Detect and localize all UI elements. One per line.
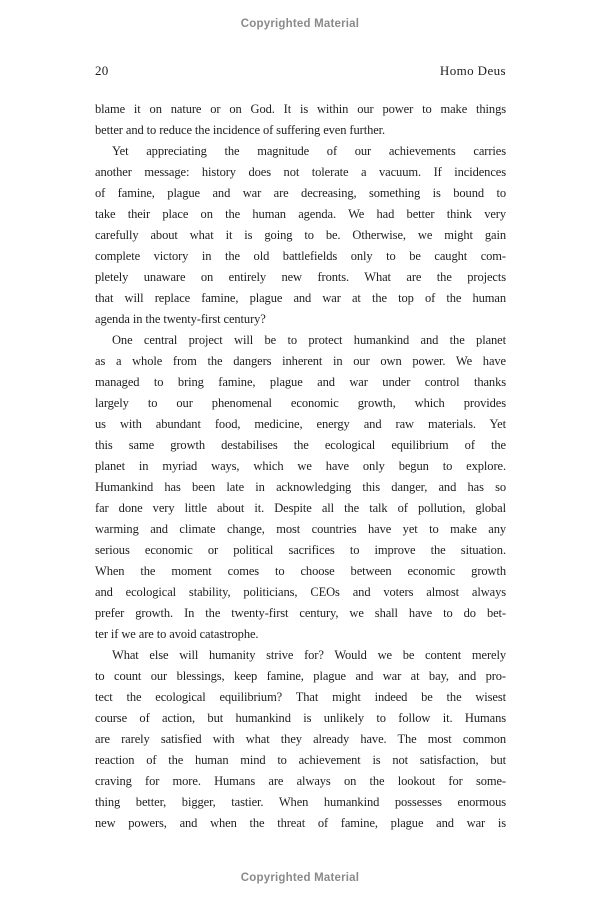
text-line: What else will humanity strive for? Would we be content merely [112, 648, 506, 662]
text-line: warming and climate change, most countries have yet to make any [95, 522, 506, 536]
text-line: ter if we are to avoid catastrophe. [95, 627, 259, 641]
paragraph [95, 99, 506, 141]
paragraph [95, 141, 506, 330]
text-line: When the moment comes to choose between economic growth [95, 564, 506, 578]
text-line: of famine, plague and war are decreasing, something is bound to [95, 186, 506, 200]
page-number: 20 [95, 63, 109, 78]
text-line: planet in myriad ways, which we have only begun to explore. [95, 459, 506, 473]
text-line: managed to bring famine, plague and war under control thanks [95, 375, 506, 389]
text-line: better and to reduce the incidence of suffering even further. [95, 123, 386, 137]
text-line: another message: history does not tolerate a vacuum. If incidences [95, 165, 506, 179]
page-body [95, 99, 506, 834]
paragraph [95, 645, 506, 834]
text-line: prefer growth. In the twenty-first century, we shall have to do bet- [95, 606, 506, 620]
text-line: Humankind has been late in acknowledging this danger, and has so [95, 480, 506, 494]
text-line: and ecological stability, politicians, CEOs and voters almost always [95, 585, 506, 599]
text-line: complete victory in the old battlefields only to be caught com- [95, 249, 506, 263]
text-line: course of action, but humankind is unlikely to follow it. Humans [95, 711, 506, 725]
text-line: as a whole from the dangers inherent in our own power. We have [95, 354, 506, 368]
text-line: Yet appreciating the magnitude of our achievements carries [112, 144, 506, 158]
text-line: tect the ecological equilibrium? That might indeed be the wisest [95, 690, 506, 704]
text-line: One central project will be to protect humankind and the planet [112, 333, 506, 347]
text-line: are rarely satisfied with what they already have. The most common [95, 732, 506, 746]
text-line: thing better, bigger, tastier. When humankind possesses enormous [95, 795, 506, 809]
text-line: carefully about what it is going to be. Otherwise, we might gain [95, 228, 506, 242]
book-title: Homo Deus [439, 63, 506, 78]
text-line: reaction of the human mind to achievement is not satisfaction, but [95, 753, 506, 767]
text-line: far done very little about it. Despite all the talk of pollution, global [95, 501, 506, 515]
text-line: us with abundant food, medicine, energy and raw materials. Yet [95, 417, 506, 431]
text-line: largely to our phenomenal economic growth, which provides [95, 396, 506, 410]
text-line: agenda in the twenty-first century? [95, 312, 266, 326]
text-line: this same growth destabilises the ecological equilibrium of the [95, 438, 506, 452]
text-line: to count our blessings, keep famine, plague and war at bay, and pro- [95, 669, 506, 683]
paragraph [95, 330, 506, 645]
text-line: blame it on nature or on God. It is within our power to make things [95, 102, 506, 116]
text-line: that will replace famine, plague and war at the top of the human [95, 291, 506, 305]
copyright-notice-top: Copyrighted Material [240, 18, 360, 30]
text-line: craving for more. Humans are always on the lookout for some- [95, 774, 506, 788]
page-header [95, 63, 506, 79]
text-line: take their place on the human agenda. We had better think very [95, 207, 506, 221]
text-line: serious economic or political sacrifices to improve the situation. [95, 543, 506, 557]
text-line: new powers, and when the threat of famine, plague and war is [95, 816, 506, 830]
text-line: pletely unaware on entirely new fronts. What are the projects [95, 270, 506, 284]
copyright-notice-bottom: Copyrighted Material [240, 872, 360, 884]
